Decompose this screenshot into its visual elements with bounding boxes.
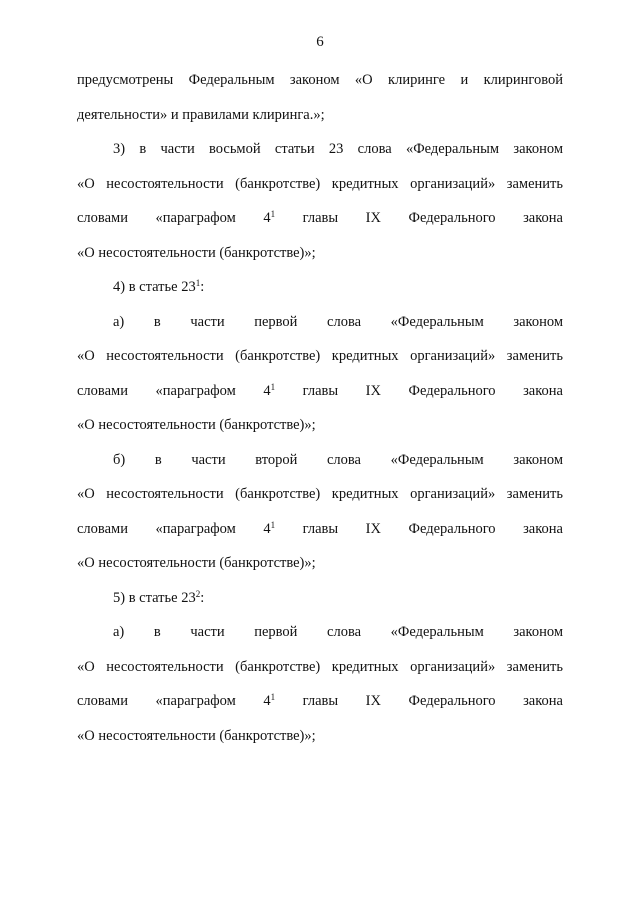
line-text: главы IX Федерального закона	[275, 521, 563, 537]
text-line: предусмотрены Федеральным законом «О клиринге и клиринговой	[77, 72, 563, 88]
line-text: главы IX Федерального закона	[275, 383, 563, 399]
line-text: словами «параграфом 4	[77, 693, 271, 709]
text-line	[77, 208, 563, 228]
text-line: а) в части первой слова «Федеральным законом	[113, 314, 563, 330]
text-line: «О несостоятельности (банкротстве) кредитных организаций» заменить	[77, 348, 563, 364]
text-line: «О несостоятельности (банкротстве)»;	[77, 245, 316, 261]
text-line: а) в части первой слова «Федеральным законом	[113, 624, 563, 640]
line-text: 4) в статье 23	[113, 279, 196, 295]
text-line: «О несостоятельности (банкротстве)»;	[77, 555, 316, 571]
line-text: словами «параграфом 4	[77, 210, 271, 226]
text-line: «О несостоятельности (банкротстве)»;	[77, 417, 316, 433]
text-line	[113, 277, 563, 297]
line-text: :	[200, 279, 205, 295]
text-line: «О несостоятельности (банкротстве) кредитных организаций» заменить	[77, 486, 563, 502]
text-line: б) в части второй слова «Федеральным законом	[113, 452, 563, 468]
superscript: 1	[195, 278, 201, 288]
text-line	[77, 691, 563, 711]
text-line: «О несостоятельности (банкротстве) кредитных организаций» заменить	[77, 659, 563, 675]
superscript: 1	[270, 209, 276, 219]
text-line: «О несостоятельности (банкротстве) кредитных организаций» заменить	[77, 176, 563, 192]
superscript: 1	[270, 520, 276, 530]
text-line	[77, 519, 563, 539]
text-line: деятельности» и правилами клиринга.»;	[77, 107, 325, 123]
superscript: 1	[270, 382, 276, 392]
text-line	[77, 381, 563, 401]
text-line: «О несостоятельности (банкротстве)»;	[77, 728, 316, 744]
page-number: 6	[316, 34, 324, 50]
text-line: 3) в части восьмой статьи 23 слова «Федеральным законом	[113, 141, 563, 157]
line-text: :	[200, 590, 205, 606]
text-line	[113, 588, 563, 608]
line-text: главы IX Федерального закона	[275, 210, 563, 226]
line-text: словами «параграфом 4	[77, 383, 271, 399]
superscript: 1	[270, 692, 276, 702]
superscript: 2	[195, 589, 201, 599]
line-text: 5) в статье 23	[113, 590, 196, 606]
line-text: словами «параграфом 4	[77, 521, 271, 537]
line-text: главы IX Федерального закона	[275, 693, 563, 709]
